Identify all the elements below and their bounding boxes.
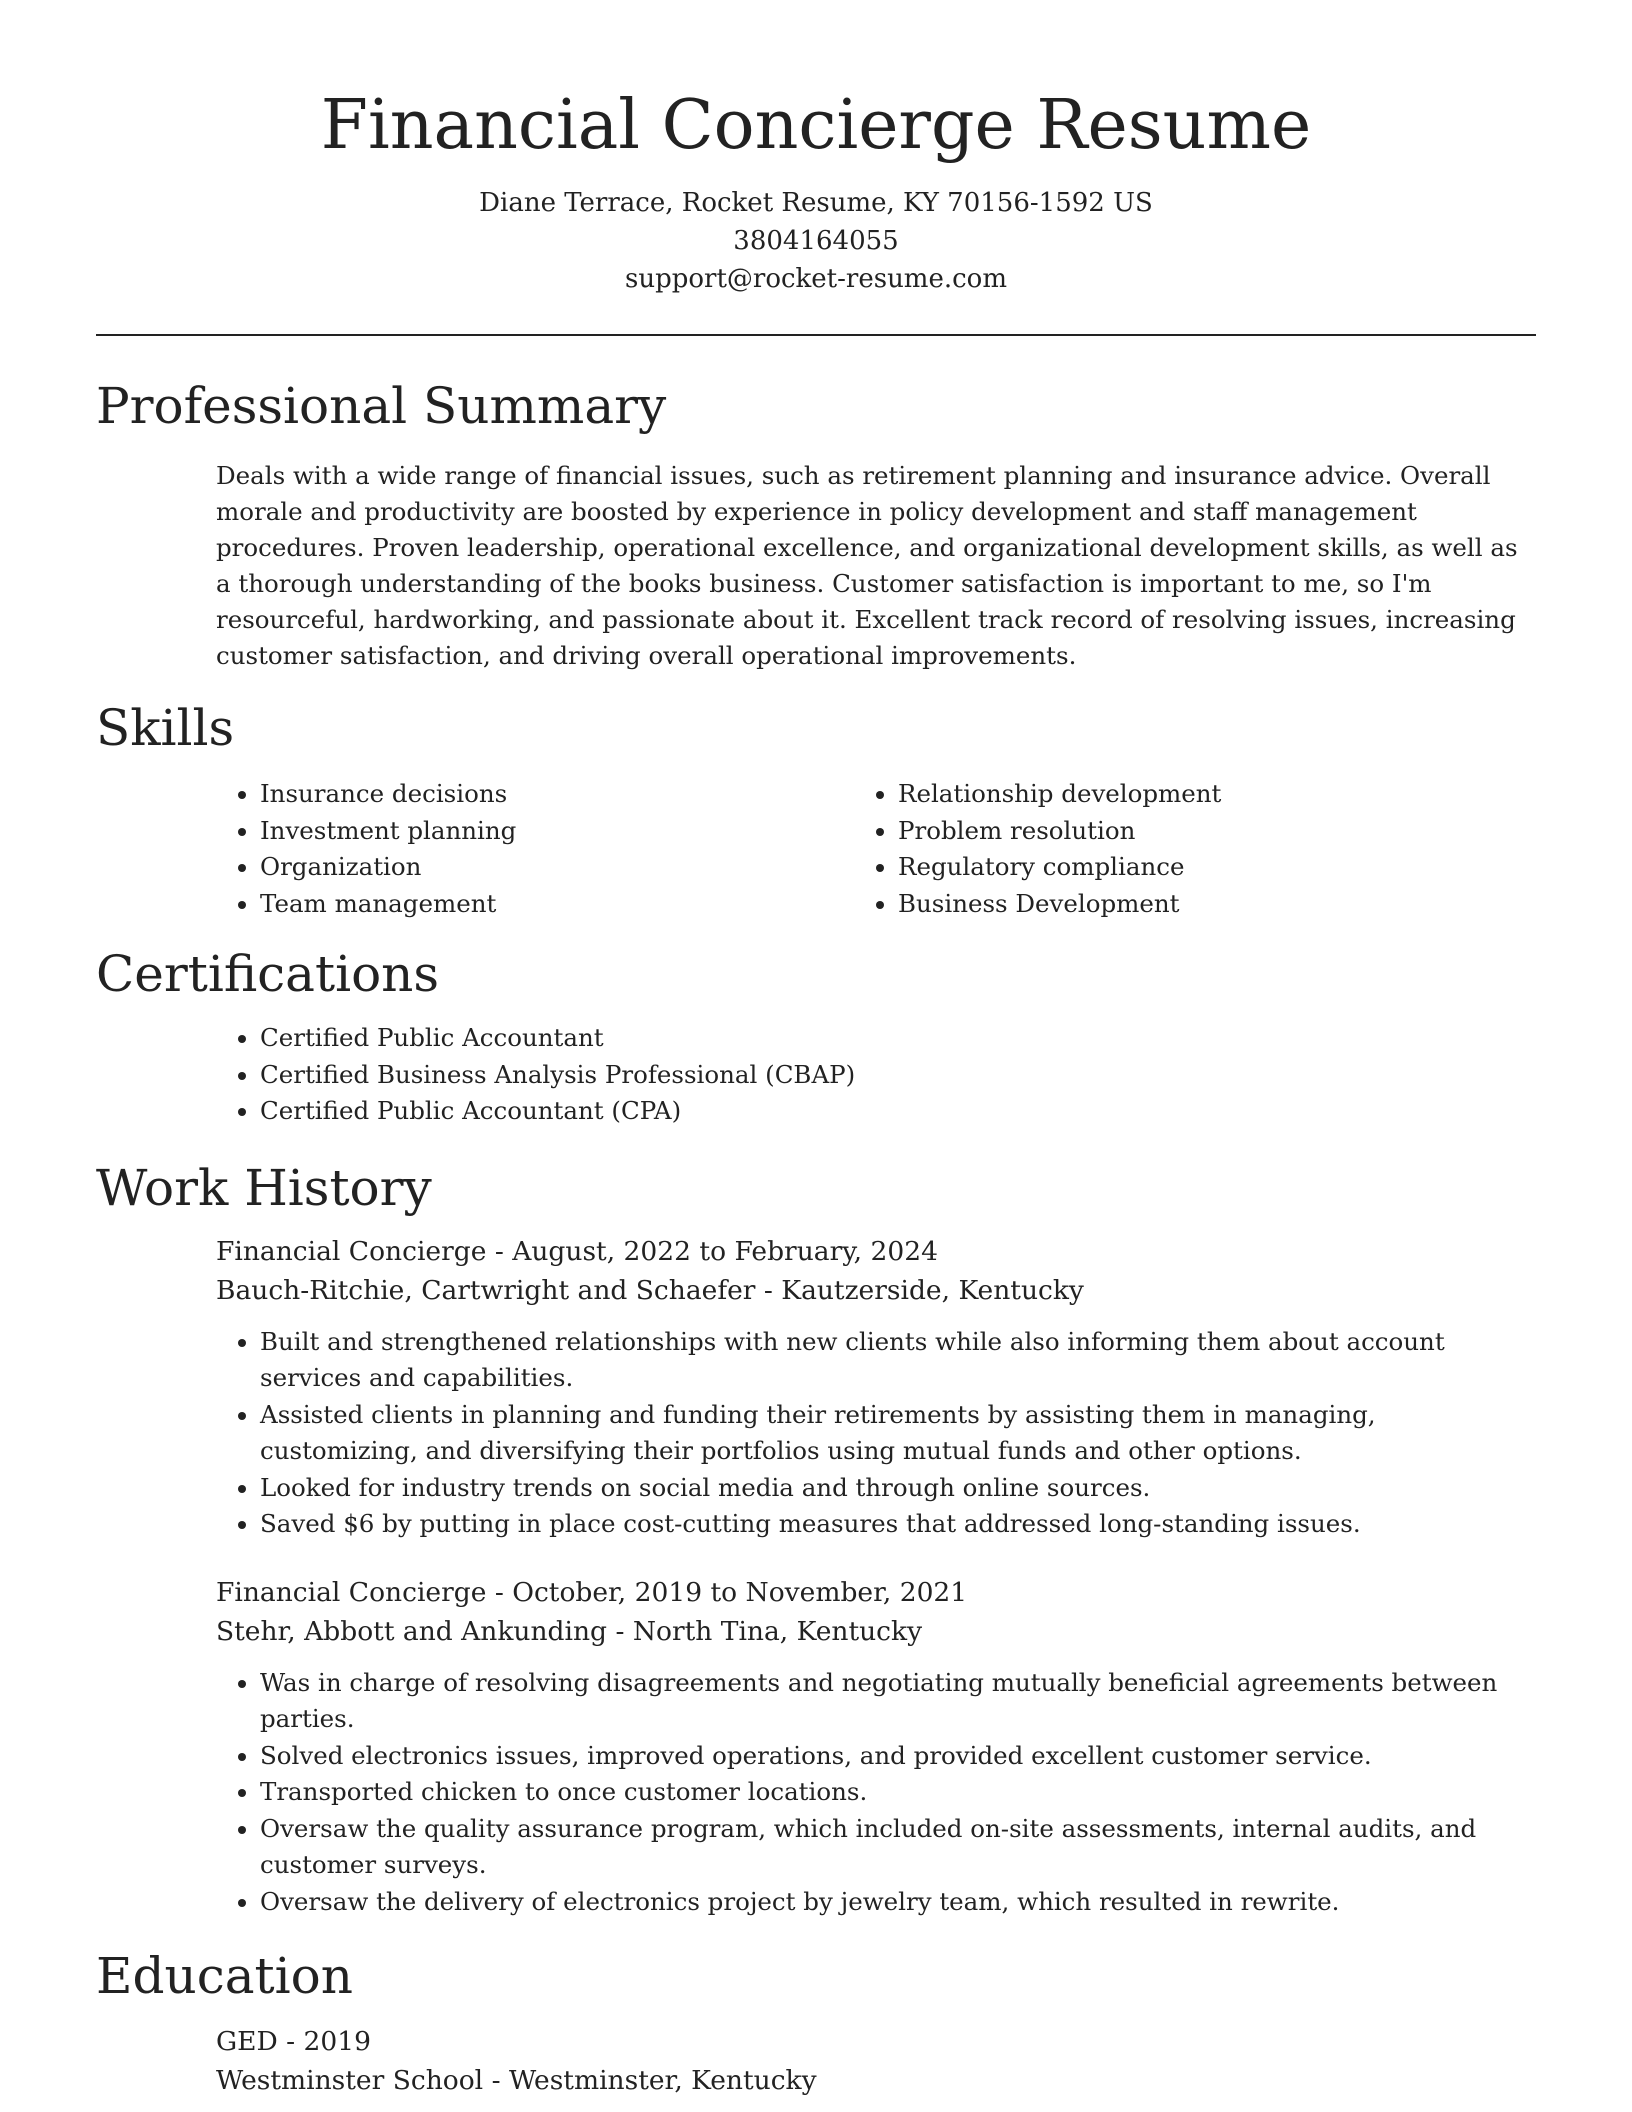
job-title-line: Financial Concierge - August, 2022 to February, 2024 — [216, 1235, 938, 1267]
skill-item: • Insurance decisions — [260, 776, 898, 813]
work-section — [96, 1158, 1536, 1921]
education-entry — [96, 2022, 1536, 2100]
work-heading: Work History — [96, 1158, 432, 1217]
job-entry — [96, 1232, 1536, 1543]
skill-item: • Regulatory compliance — [898, 849, 1536, 886]
contact-info — [96, 184, 1536, 298]
skills-columns — [96, 776, 1536, 922]
certification-item: • Certified Public Accountant (CPA) — [260, 1093, 1536, 1130]
job-bullets — [96, 1324, 1536, 1543]
skill-item: • Relationship development — [898, 776, 1536, 813]
skills-right-list — [898, 776, 1536, 922]
certification-item: • Certified Business Analysis Professional (CBAP) — [260, 1057, 1536, 1094]
job-company-line: Bauch-Ritchie, Cartwright and Schaefer - Kautzerside, Kentucky — [216, 1274, 1084, 1306]
skill-item: • Organization — [260, 849, 898, 886]
skill-item: • Problem resolution — [898, 813, 1536, 850]
job-bullet: • Was in charge of resolving disagreements and negotiating mutually beneficial agreements between parties. — [260, 1665, 1536, 1738]
job-bullets — [96, 1665, 1536, 1921]
education-section — [96, 1946, 1536, 2100]
skills-heading: Skills — [96, 699, 235, 757]
job-title-line: Financial Concierge - October, 2019 to November, 2021 — [216, 1576, 968, 1608]
job-bullet: • Looked for industry trends on social media and through online sources. — [260, 1470, 1536, 1507]
skills-left-list — [260, 776, 898, 922]
summary-heading: Professional Summary — [96, 377, 667, 435]
certifications-heading: Certifications — [96, 945, 440, 1003]
job-bullet: • Built and strengthened relationships with new clients while also informing them about account services and capabilities. — [260, 1324, 1536, 1397]
job-bullet: • Oversaw the quality assurance program, which included on-site assessments, internal audits, and customer surveys. — [260, 1811, 1536, 1884]
skill-item: • Investment planning — [260, 813, 898, 850]
certification-item: • Certified Public Accountant — [260, 1020, 1536, 1057]
job-bullet: • Solved electronics issues, improved operations, and provided excellent customer service. — [260, 1738, 1536, 1775]
education-heading: Education — [96, 1947, 353, 2005]
resume-page — [96, 78, 1536, 2100]
job-bullet: • Assisted clients in planning and funding their retirements by assisting them in managing, customizing, and diversifying their portfolios using mutual funds and other options. — [260, 1397, 1536, 1470]
skills-section — [96, 698, 1536, 922]
resume-title: Financial Concierge Resume — [320, 86, 1312, 165]
education-school-line: Westminster School - Westminster, Kentucky — [216, 2065, 817, 2096]
job-company-line: Stehr, Abbott and Ankunding - North Tina, Kentucky — [216, 1615, 923, 1647]
contact-address: Diane Terrace, Rocket Resume, KY 70156-1592 US — [479, 188, 1153, 218]
job-bullet: • Oversaw the delivery of electronics project by jewelry team, which resulted in rewrite. — [260, 1884, 1536, 1921]
job-bullet: • Saved $6 by putting in place cost-cutting measures that addressed long-standing issues. — [260, 1506, 1536, 1543]
certifications-section — [96, 944, 1536, 1130]
skill-item: • Team management — [260, 886, 898, 923]
certifications-list — [96, 1020, 1536, 1130]
summary-text: Deals with a wide range of financial issues, such as retirement planning and insurance advice. Overall morale and productivity are boosted by experience in policy development and staff management procedures. Proven leadership, operational excellence, and organizational development skills, as well as a thorough understanding of the books business. Customer satisfaction is important to me, so I'm resourceful, hardworking, and passionate about it. Excellent track record of resolving issues, increasing customer satisfaction, and driving overall operational improvements. — [216, 461, 1518, 670]
contact-email: support@rocket-resume.com — [624, 264, 1007, 294]
skill-item: • Business Development — [898, 886, 1536, 923]
job-entry — [96, 1573, 1536, 1921]
job-bullet: • Transported chicken to once customer locations. — [260, 1774, 1536, 1811]
summary-section — [96, 376, 1536, 674]
contact-phone: 3804164055 — [733, 226, 899, 256]
header-divider — [96, 334, 1536, 336]
education-degree-line: GED - 2019 — [216, 2026, 372, 2057]
